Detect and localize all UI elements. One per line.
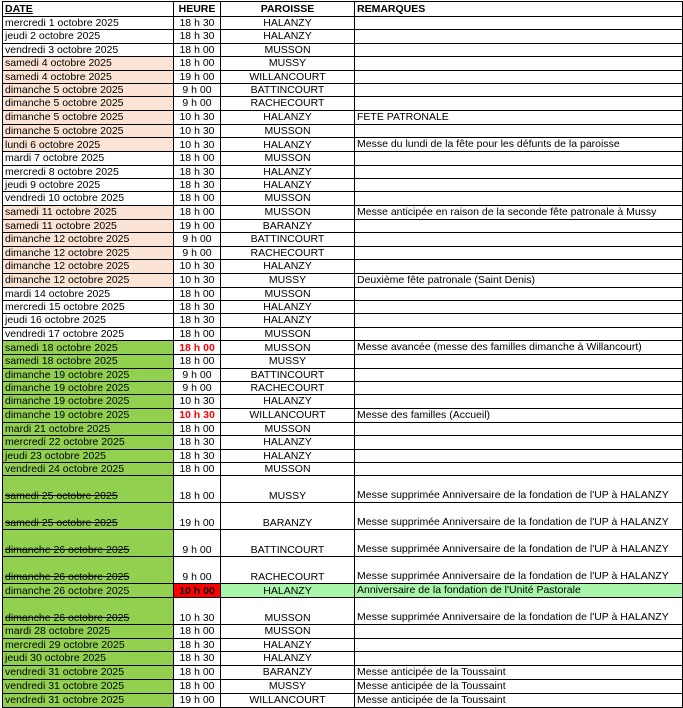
header-remarques: REMARQUES	[355, 2, 683, 17]
cell-date: lundi 6 octobre 2025	[3, 138, 174, 152]
cell-heure: 18 h 00	[174, 43, 221, 56]
cell-remarques: Messe supprimée Anniversaire de la fondation de l'UP à HALANZY	[355, 530, 683, 557]
cell-remarques	[355, 97, 683, 110]
cell-paroisse: BATTINCOURT	[221, 84, 355, 97]
cell-date: vendredi 31 octobre 2025	[3, 693, 174, 707]
cell-remarques	[355, 246, 683, 259]
cell-remarques	[355, 314, 683, 327]
cell-heure: 18 h 30	[174, 314, 221, 327]
cell-date: dimanche 5 octobre 2025	[3, 97, 174, 110]
cell-heure: 9 h 00	[174, 233, 221, 246]
cell-heure: 18 h 30	[174, 179, 221, 192]
cell-date: dimanche 19 octobre 2025	[3, 368, 174, 381]
cell-remarques	[355, 165, 683, 178]
cell-paroisse: MUSSON	[221, 43, 355, 56]
table-row	[3, 584, 683, 598]
cell-heure: 10 h 30	[174, 598, 221, 625]
table-row	[3, 625, 683, 638]
cell-remarques	[355, 462, 683, 475]
cell-remarques	[355, 260, 683, 273]
cell-date: samedi 18 octobre 2025	[3, 355, 174, 368]
cell-paroisse: BARANZY	[221, 665, 355, 679]
cell-paroisse: HALANZY	[221, 110, 355, 124]
cell-date: dimanche 26 octobre 2025	[3, 557, 174, 584]
cell-remarques: Messe du lundi de la fête pour les défunts de la paroisse	[355, 138, 683, 152]
cell-remarques	[355, 84, 683, 97]
cell-remarques	[355, 192, 683, 205]
header-paroisse: PAROISSE	[221, 2, 355, 17]
cell-heure: 18 h 00	[174, 205, 221, 219]
cell-remarques	[355, 124, 683, 137]
cell-heure: 9 h 00	[174, 84, 221, 97]
cell-heure: 19 h 00	[174, 503, 221, 530]
cell-paroisse: WILLANCOURT	[221, 408, 355, 422]
cell-heure: 18 h 30	[174, 300, 221, 313]
cell-date: dimanche 26 octobre 2025	[3, 530, 174, 557]
cell-date: dimanche 26 octobre 2025	[3, 584, 174, 598]
cell-paroisse: MUSSY	[221, 57, 355, 70]
table-row	[3, 503, 683, 530]
cell-paroisse: HALANZY	[221, 17, 355, 30]
table-row	[3, 693, 683, 707]
cell-date: vendredi 31 octobre 2025	[3, 679, 174, 693]
cell-paroisse: HALANZY	[221, 138, 355, 152]
cell-paroisse: HALANZY	[221, 395, 355, 408]
cell-heure: 18 h 00	[174, 327, 221, 340]
cell-paroisse: HALANZY	[221, 314, 355, 327]
schedule-body	[3, 17, 683, 708]
cell-paroisse: HALANZY	[221, 436, 355, 449]
cell-heure: 18 h 00	[174, 665, 221, 679]
table-row	[3, 246, 683, 259]
cell-heure: 9 h 00	[174, 381, 221, 394]
cell-date: mardi 14 octobre 2025	[3, 287, 174, 300]
cell-paroisse: HALANZY	[221, 449, 355, 462]
cell-date: samedi 4 octobre 2025	[3, 70, 174, 83]
table-row	[3, 462, 683, 475]
cell-heure: 18 h 30	[174, 638, 221, 651]
table-row	[3, 165, 683, 178]
cell-heure: 10 h 30	[174, 408, 221, 422]
cell-heure: 18 h 30	[174, 165, 221, 178]
cell-heure: 18 h 00	[174, 287, 221, 300]
cell-date: samedi 25 octobre 2025	[3, 503, 174, 530]
table-row	[3, 219, 683, 232]
cell-date: jeudi 2 octobre 2025	[3, 30, 174, 43]
cell-heure: 18 h 00	[174, 355, 221, 368]
cell-paroisse: MUSSON	[221, 341, 355, 355]
cell-remarques: Messe anticipée de la Toussaint	[355, 679, 683, 693]
table-row	[3, 300, 683, 313]
cell-heure: 18 h 30	[174, 449, 221, 462]
cell-heure: 9 h 00	[174, 530, 221, 557]
cell-date: mardi 28 octobre 2025	[3, 625, 174, 638]
table-row	[3, 436, 683, 449]
cell-remarques	[355, 179, 683, 192]
cell-date: dimanche 19 octobre 2025	[3, 408, 174, 422]
cell-paroisse: HALANZY	[221, 179, 355, 192]
cell-remarques: Messe avancée (messe des familles dimanche à Willancourt)	[355, 341, 683, 355]
table-row	[3, 57, 683, 70]
cell-date: jeudi 23 octobre 2025	[3, 449, 174, 462]
cell-date: samedi 11 octobre 2025	[3, 205, 174, 219]
table-row	[3, 530, 683, 557]
cell-paroisse: BATTINCOURT	[221, 233, 355, 246]
cell-heure: 9 h 00	[174, 246, 221, 259]
cell-paroisse: MUSSON	[221, 598, 355, 625]
table-row	[3, 273, 683, 287]
cell-remarques	[355, 368, 683, 381]
cell-remarques	[355, 638, 683, 651]
cell-paroisse: HALANZY	[221, 165, 355, 178]
cell-paroisse: MUSSON	[221, 327, 355, 340]
table-row	[3, 355, 683, 368]
cell-date: dimanche 12 octobre 2025	[3, 273, 174, 287]
cell-remarques	[355, 381, 683, 394]
table-row	[3, 179, 683, 192]
cell-heure: 18 h 00	[174, 462, 221, 475]
table-row	[3, 70, 683, 83]
table-row	[3, 598, 683, 625]
cell-heure: 9 h 00	[174, 97, 221, 110]
cell-remarques	[355, 17, 683, 30]
table-row	[3, 260, 683, 273]
cell-date: mercredi 1 octobre 2025	[3, 17, 174, 30]
table-row	[3, 30, 683, 43]
cell-date: mardi 7 octobre 2025	[3, 152, 174, 165]
table-row	[3, 408, 683, 422]
cell-heure: 18 h 00	[174, 152, 221, 165]
cell-remarques	[355, 300, 683, 313]
cell-remarques	[355, 449, 683, 462]
cell-date: mercredi 29 octobre 2025	[3, 638, 174, 651]
cell-date: dimanche 12 octobre 2025	[3, 233, 174, 246]
table-row	[3, 314, 683, 327]
cell-heure: 10 h 30	[174, 124, 221, 137]
table-row	[3, 381, 683, 394]
cell-paroisse: MUSSY	[221, 355, 355, 368]
cell-heure: 19 h 00	[174, 70, 221, 83]
cell-date: dimanche 5 octobre 2025	[3, 84, 174, 97]
cell-remarques	[355, 219, 683, 232]
cell-remarques	[355, 327, 683, 340]
table-row	[3, 192, 683, 205]
table-row	[3, 368, 683, 381]
cell-date: vendredi 10 octobre 2025	[3, 192, 174, 205]
header-heure: HEURE	[174, 2, 221, 17]
cell-remarques: Messe des familles (Accueil)	[355, 408, 683, 422]
cell-paroisse: MUSSY	[221, 679, 355, 693]
table-row	[3, 327, 683, 340]
cell-remarques: Anniversaire de la fondation de l'Unité Pastorale	[355, 584, 683, 598]
cell-paroisse: BATTINCOURT	[221, 368, 355, 381]
cell-date: vendredi 24 octobre 2025	[3, 462, 174, 475]
cell-date: vendredi 31 octobre 2025	[3, 665, 174, 679]
cell-paroisse: HALANZY	[221, 30, 355, 43]
cell-heure: 19 h 00	[174, 693, 221, 707]
cell-remarques	[355, 70, 683, 83]
cell-paroisse: MUSSON	[221, 625, 355, 638]
cell-heure: 18 h 00	[174, 476, 221, 503]
cell-paroisse: HALANZY	[221, 584, 355, 598]
cell-heure: 10 h 00	[174, 584, 221, 598]
cell-remarques: Deuxième fête patronale (Saint Denis)	[355, 273, 683, 287]
table-row	[3, 84, 683, 97]
cell-paroisse: MUSSY	[221, 476, 355, 503]
cell-heure: 18 h 30	[174, 652, 221, 665]
cell-remarques	[355, 422, 683, 435]
table-row	[3, 138, 683, 152]
cell-paroisse: MUSSON	[221, 205, 355, 219]
cell-paroisse: MUSSY	[221, 273, 355, 287]
cell-heure: 18 h 00	[174, 625, 221, 638]
cell-paroisse: WILLANCOURT	[221, 693, 355, 707]
cell-paroisse: RACHECOURT	[221, 97, 355, 110]
table-row	[3, 152, 683, 165]
cell-date: dimanche 5 octobre 2025	[3, 110, 174, 124]
cell-remarques	[355, 43, 683, 56]
cell-heure: 10 h 30	[174, 260, 221, 273]
cell-paroisse: MUSSON	[221, 422, 355, 435]
cell-heure: 18 h 00	[174, 57, 221, 70]
table-row	[3, 665, 683, 679]
cell-remarques	[355, 625, 683, 638]
cell-remarques	[355, 287, 683, 300]
cell-date: samedi 11 octobre 2025	[3, 219, 174, 232]
table-row	[3, 679, 683, 693]
cell-remarques	[355, 355, 683, 368]
table-row	[3, 43, 683, 56]
cell-date: mercredi 8 octobre 2025	[3, 165, 174, 178]
cell-date: mercredi 15 octobre 2025	[3, 300, 174, 313]
cell-remarques: Messe supprimée Anniversaire de la fondation de l'UP à HALANZY	[355, 476, 683, 503]
table-row	[3, 17, 683, 30]
cell-paroisse: RACHECOURT	[221, 381, 355, 394]
cell-remarques: Messe supprimée Anniversaire de la fondation de l'UP à HALANZY	[355, 503, 683, 530]
table-row	[3, 638, 683, 651]
table-row	[3, 557, 683, 584]
cell-heure: 18 h 00	[174, 422, 221, 435]
cell-remarques: Messe anticipée en raison de la seconde fête patronale à Mussy	[355, 205, 683, 219]
cell-paroisse: HALANZY	[221, 300, 355, 313]
cell-date: dimanche 12 octobre 2025	[3, 260, 174, 273]
cell-date: dimanche 19 octobre 2025	[3, 395, 174, 408]
cell-remarques: Messe supprimée Anniversaire de la fondation de l'UP à HALANZY	[355, 598, 683, 625]
cell-date: samedi 4 octobre 2025	[3, 57, 174, 70]
table-row	[3, 233, 683, 246]
cell-heure: 18 h 00	[174, 192, 221, 205]
cell-remarques	[355, 652, 683, 665]
header-date: DATE	[3, 2, 174, 17]
cell-heure: 18 h 30	[174, 30, 221, 43]
cell-date: dimanche 12 octobre 2025	[3, 246, 174, 259]
cell-heure: 9 h 00	[174, 368, 221, 381]
cell-date: dimanche 5 octobre 2025	[3, 124, 174, 137]
cell-heure: 9 h 00	[174, 557, 221, 584]
table-row	[3, 395, 683, 408]
cell-heure: 10 h 30	[174, 273, 221, 287]
cell-heure: 18 h 00	[174, 679, 221, 693]
cell-paroisse: MUSSON	[221, 124, 355, 137]
cell-heure: 10 h 30	[174, 110, 221, 124]
table-row	[3, 476, 683, 503]
table-row	[3, 124, 683, 137]
header-row	[3, 2, 683, 17]
cell-paroisse: BARANZY	[221, 503, 355, 530]
cell-remarques: Messe anticipée de la Toussaint	[355, 665, 683, 679]
cell-heure: 10 h 30	[174, 395, 221, 408]
cell-paroisse: BATTINCOURT	[221, 530, 355, 557]
cell-remarques	[355, 57, 683, 70]
cell-paroisse: RACHECOURT	[221, 246, 355, 259]
cell-remarques: Messe supprimée Anniversaire de la fondation de l'UP à HALANZY	[355, 557, 683, 584]
table-row	[3, 97, 683, 110]
cell-paroisse: RACHECOURT	[221, 557, 355, 584]
cell-date: mardi 21 octobre 2025	[3, 422, 174, 435]
table-row	[3, 422, 683, 435]
cell-heure: 10 h 30	[174, 138, 221, 152]
table-row	[3, 341, 683, 355]
cell-date: mercredi 22 octobre 2025	[3, 436, 174, 449]
mass-schedule-table	[2, 1, 683, 708]
cell-date: vendredi 17 octobre 2025	[3, 327, 174, 340]
cell-paroisse: WILLANCOURT	[221, 70, 355, 83]
cell-date: samedi 25 octobre 2025	[3, 476, 174, 503]
cell-date: jeudi 9 octobre 2025	[3, 179, 174, 192]
cell-date: samedi 18 octobre 2025	[3, 341, 174, 355]
cell-paroisse: MUSSON	[221, 462, 355, 475]
table-row	[3, 652, 683, 665]
cell-paroisse: MUSSON	[221, 287, 355, 300]
cell-heure: 18 h 00	[174, 341, 221, 355]
cell-heure: 18 h 30	[174, 17, 221, 30]
cell-date: dimanche 19 octobre 2025	[3, 381, 174, 394]
cell-heure: 18 h 30	[174, 436, 221, 449]
cell-paroisse: MUSSON	[221, 152, 355, 165]
cell-date: dimanche 26 octobre 2025	[3, 598, 174, 625]
table-row	[3, 449, 683, 462]
table-row	[3, 287, 683, 300]
cell-remarques: Messe anticipée de la Toussaint	[355, 693, 683, 707]
cell-date: vendredi 3 octobre 2025	[3, 43, 174, 56]
cell-remarques	[355, 436, 683, 449]
cell-paroisse: HALANZY	[221, 652, 355, 665]
cell-paroisse: HALANZY	[221, 638, 355, 651]
cell-date: jeudi 16 octobre 2025	[3, 314, 174, 327]
cell-remarques	[355, 30, 683, 43]
cell-date: jeudi 30 octobre 2025	[3, 652, 174, 665]
cell-remarques: FETE PATRONALE	[355, 110, 683, 124]
cell-remarques	[355, 395, 683, 408]
table-row	[3, 205, 683, 219]
cell-heure: 19 h 00	[174, 219, 221, 232]
cell-paroisse: MUSSON	[221, 192, 355, 205]
table-row	[3, 110, 683, 124]
cell-remarques	[355, 152, 683, 165]
cell-paroisse: HALANZY	[221, 260, 355, 273]
cell-paroisse: BARANZY	[221, 219, 355, 232]
cell-remarques	[355, 233, 683, 246]
